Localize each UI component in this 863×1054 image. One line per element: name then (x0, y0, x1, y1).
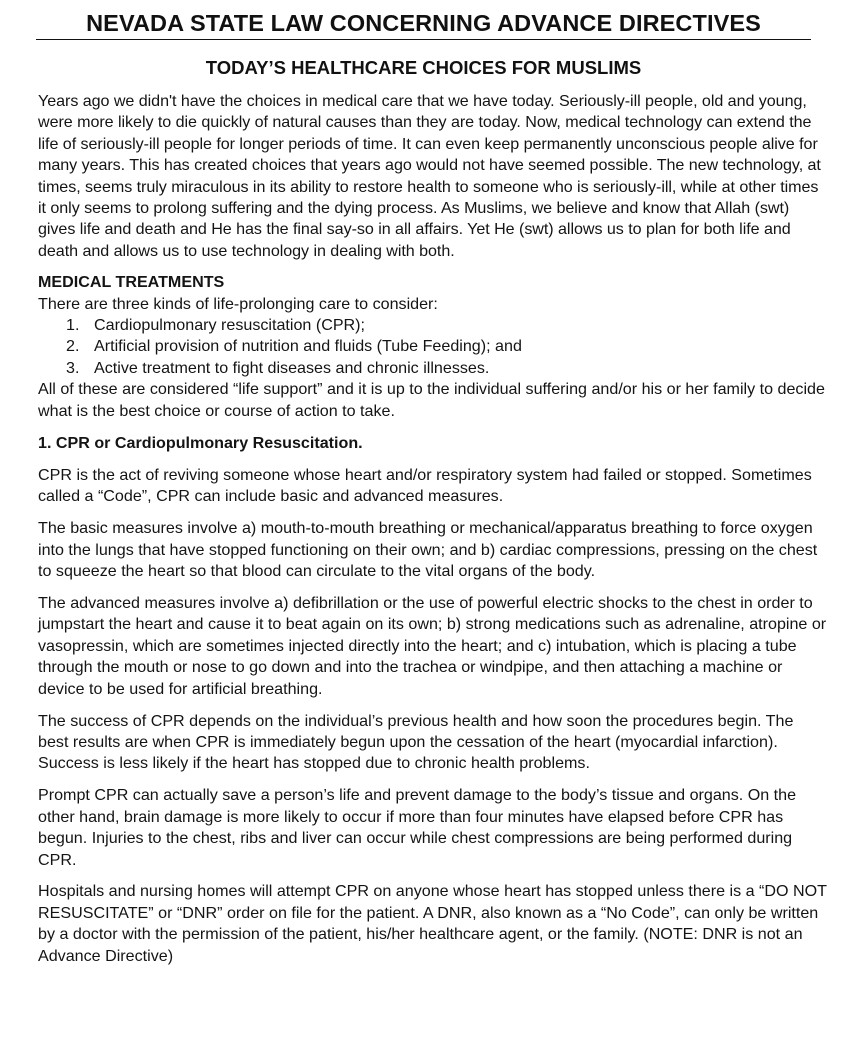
list-item-text: Cardiopulmonary resuscitation (CPR); (94, 316, 366, 335)
cpr-heading: 1. CPR or Cardiopulmonary Resuscitation. (38, 434, 363, 453)
cpr-paragraph: Hospitals and nursing homes will attempt CPR on anyone whose heart has stopped unless there is a “DO NOT RESUSCITATE” or “DNR” order on file for the patient. A DNR, also known as a “No Code”, can only be written by a doctor with the permission of the patient, his/her healthcare agent, or the family. (NOTE: DNR is not an Advance Directive) (38, 882, 827, 965)
intro-paragraph: Years ago we didn't have the choices in medical care that we have today. Seriously-ill people, old and young, were more likely to die quickly of natural causes than they are today. Now, medical technology can extend the life of seriously-ill people for longer periods of time. It can even keep permanently unconscious people alive for many years. This has created choices that years ago would not have seemed possible. The new technology, at times, seems truly miraculous in its ability to restore health to someone who is seriously-ill, while at other times it only seems to prolong suffering and the dying process. As Muslims, we believe and know that Allah (swt) gives life and death and He has the final say-so in all affairs. Yet He (swt) allows us to plan for both life and death and allows us to use technology in dealing with both. (38, 92, 821, 260)
medical-treatments-closing: All of these are considered “life support” and it is up to the individual suffering and/or his or her family to decide what is the best choice or course of action to take. (38, 380, 825, 420)
medical-treatments-heading: MEDICAL TREATMENTS (38, 273, 225, 292)
cpr-paragraph: The advanced measures involve a) defibrillation or the use of powerful electric shocks to the chest in order to jumpstart the heart and cause it to beat again on its own; b) strong medications such as adrenaline, atropine or vasopressin, which are sometimes injected directly into the heart; and c) intubation, which is placing a tube through the mouth or nose to go down and into the trachea or windpipe, and then attaching a machine or device to be used for artificial breathing. (38, 594, 827, 698)
list-item-text: Artificial provision of nutrition and fluids (Tube Feeding); and (94, 337, 522, 356)
medical-treatments-section (38, 272, 828, 422)
list-item-number: 2. (66, 337, 80, 356)
subtitle: TODAY’S HEALTHCARE CHOICES FOR MUSLIMS (205, 57, 642, 78)
medical-treatments-lead: There are three kinds of life-prolonging care to consider: (38, 294, 438, 313)
list-item-text: Active treatment to fight diseases and chronic illnesses. (94, 358, 490, 377)
list-item (66, 315, 828, 336)
cpr-section (38, 433, 828, 967)
main-title: NEVADA STATE LAW CONCERNING ADVANCE DIRECTIVES (86, 10, 761, 36)
cpr-paragraph: The success of CPR depends on the individual’s previous health and how soon the procedures begin. The best results are when CPR is immediately begun upon the cessation of the heart (myocardial infarction). Success is less likely if the heart has stopped due to chronic health problems. (38, 711, 794, 773)
cpr-paragraph: The basic measures involve a) mouth-to-mouth breathing or mechanical/apparatus breathing to force oxygen into the lungs that have stopped functioning on their own; and b) cardiac compressions, pressing on the chest to squeeze the heart so that blood can circulate to the vital organs of the body. (38, 519, 818, 581)
title-divider (36, 39, 811, 40)
treatments-list (38, 315, 828, 379)
list-item (66, 336, 828, 357)
cpr-paragraph: Prompt CPR can actually save a person’s life and prevent damage to the body’s tissue and organs. On the other hand, brain damage is more likely to occur if more than four minutes have elapsed before CPR has begun. Injuries to the chest, ribs and liver can occur while chest compressions are being performed during CPR. (38, 786, 797, 869)
cpr-paragraph: CPR is the act of reviving someone whose heart and/or respiratory system had failed or stopped. Sometimes called a “Code”, CPR can include basic and advanced measures. (38, 466, 812, 506)
list-item-number: 1. (66, 316, 80, 335)
list-item (66, 358, 828, 379)
document-body (38, 91, 828, 967)
list-item-number: 3. (66, 358, 80, 377)
